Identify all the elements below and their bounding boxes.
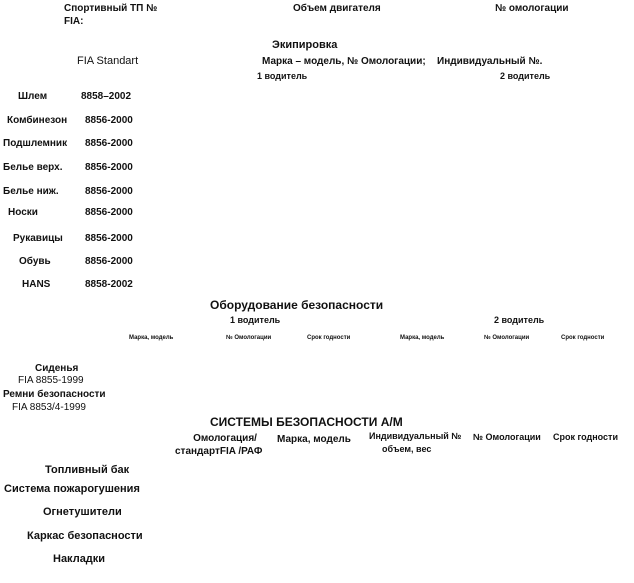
col-brand-driver2: Марка, модель — [400, 335, 445, 341]
col-brand-driver1: Марка, модель — [129, 335, 174, 341]
safety-systems-title: СИСТЕМЫ БЕЗОПАСНОСТИ А/М — [210, 415, 403, 429]
equipment-item-standard: 8856-2000 — [85, 138, 133, 149]
equipment-item-name: Комбинезон — [7, 115, 68, 126]
col-individual-line2: объем, вес — [382, 444, 432, 454]
col-individual-line1: Индивидуальный № — [369, 431, 462, 441]
belts-label: Ремни безопасности — [3, 389, 106, 400]
col-homologation-standard — [185, 434, 265, 444]
fia-standard-heading: FIA Standart — [77, 55, 139, 67]
equipment-item-standard: 8856-2000 — [85, 207, 133, 218]
belts-standard: FIA 8853/4-1999 — [12, 402, 86, 413]
equipment-item-standard: 8856-2000 — [85, 256, 133, 267]
equipment-item-standard: 8856-2000 — [85, 186, 133, 197]
safety-driver2-heading: 2 водитель — [494, 315, 545, 325]
engine-volume-label: Объем двигателя — [293, 3, 381, 14]
col-homologation-line2: стандартFIA /РАФ — [175, 446, 263, 457]
equipment-item-name: HANS — [22, 279, 51, 290]
equipment-item-standard: 8856-2000 — [85, 233, 133, 244]
equipment-item-name: Рукавицы — [13, 233, 63, 244]
driver1-heading: 1 водитель — [257, 71, 308, 81]
equipment-item-name: Носки — [8, 207, 38, 218]
safety-system-row: Каркас безопасности — [27, 530, 143, 542]
equipment-title: Экипировка — [272, 39, 338, 51]
safety-driver1-heading: 1 водитель — [230, 315, 281, 325]
col-validity-driver2: Срок годности — [561, 335, 605, 341]
equipment-item-standard: 8858–2002 — [81, 91, 132, 102]
safety-system-row: Огнетушители — [43, 506, 122, 518]
equipment-item-name: Шлем — [18, 91, 48, 102]
col-homologation-line1: Омологация/ — [193, 433, 257, 444]
col-validity: Срок годности — [553, 432, 618, 442]
safety-system-row: Топливный бак — [45, 464, 130, 476]
equipment-item-standard: 8856-2000 — [85, 162, 133, 173]
equipment-item-name: Белье верх. — [3, 162, 63, 173]
individual-no-heading: Индивидуальный №. — [437, 56, 543, 67]
seats-label: Сиденья — [35, 363, 79, 374]
driver2-heading: 2 водитель — [500, 71, 551, 81]
col-validity-driver1: Срок годности — [307, 335, 351, 341]
fia-label: FIA: — [64, 16, 84, 27]
safety-equipment-title: Оборудование безопасности — [210, 298, 384, 312]
col-homologation-driver2: № Омологации — [484, 335, 530, 341]
equipment-item-name: Подшлемник — [3, 138, 68, 149]
brand-model-heading: Марка – модель, № Омологации; — [262, 56, 426, 67]
equipment-item-standard: 8858-2002 — [85, 279, 133, 290]
equipment-item-name: Обувь — [19, 256, 51, 267]
col-brand-model: Марка, модель — [277, 434, 351, 445]
col-homologation-driver1: № Омологации — [226, 335, 272, 341]
col-homologation-no: № Омологации — [473, 432, 541, 442]
safety-system-row: Система пожарогушения — [4, 483, 140, 495]
seats-standard: FIA 8855-1999 — [18, 375, 84, 386]
homologation-no-label: № омологации — [495, 3, 569, 14]
equipment-item-standard: 8856-2000 — [85, 115, 133, 126]
sport-tp-label: Спортивный ТП № — [64, 3, 158, 14]
equipment-item-name: Белье ниж. — [3, 186, 59, 197]
safety-system-row: Накладки — [53, 553, 106, 565]
